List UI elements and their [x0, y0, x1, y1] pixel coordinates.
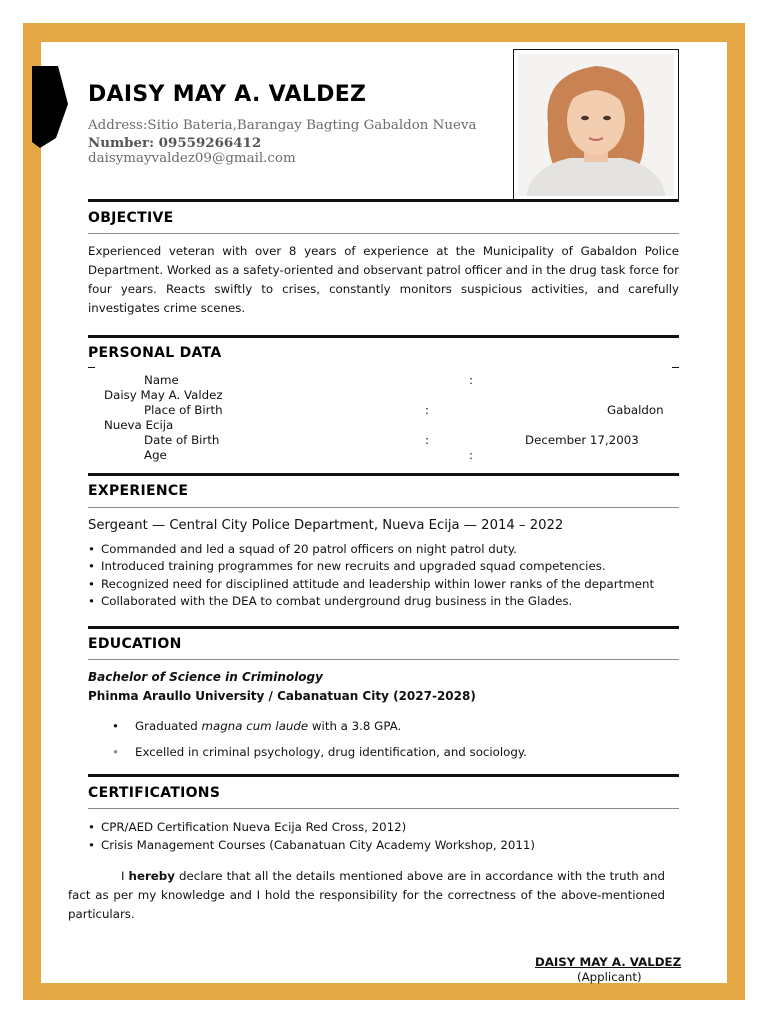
birthplace-colon: :	[425, 403, 429, 417]
section-rule	[88, 199, 679, 202]
phone-number-line: Number: 09559266412	[88, 135, 262, 151]
section-underline	[88, 507, 679, 508]
birthplace-value: Gabaldon	[607, 403, 664, 417]
section-underline	[88, 808, 679, 809]
objective-text: Experienced veteran with over 8 years of experience at the Municipality of Gabaldon Police Department. Worked as a safety-oriented and observant patrol officer and in the drug task force for four years. Reacts swiftly to crises, constantly monitors suspicious activities, and carefully investigates crime scenes.	[88, 244, 679, 315]
dash-mark	[88, 367, 95, 368]
dob-colon: :	[425, 433, 429, 447]
name-colon: :	[469, 373, 473, 387]
age-label: Age	[144, 448, 167, 462]
declaration-text: I hereby declare that all the details mentioned above are in accordance with the truth and fact as per my knowledge and I hold the responsibility for the correctness of the above-mentioned particulars.	[68, 869, 665, 921]
name-value: Daisy May A. Valdez	[104, 388, 223, 402]
profile-photo	[513, 49, 679, 201]
list-item: • Introduced training programmes for new recruits and upgraded squad competencies.	[88, 559, 606, 573]
arrow-marker-icon	[32, 66, 68, 148]
list-item: • Recognized need for disciplined attitude and leadership within lower ranks of the department	[88, 577, 655, 591]
education-heading: EDUCATION	[88, 636, 182, 652]
age-colon: :	[469, 448, 473, 462]
signature-name: DAISY MAY A. VALDEZ	[535, 955, 682, 969]
objective-heading: OBJECTIVE	[88, 210, 174, 226]
applicant-name-heading: DAISY MAY A. VALDEZ	[88, 82, 367, 107]
job-title: Sergeant — Central City Police Department, Nueva Ecija — 2014 – 2022	[88, 518, 564, 533]
birthplace-value-cont: Nueva Ecija	[104, 418, 174, 432]
section-underline	[88, 233, 679, 234]
list-item: • Crisis Management Courses (Cabanatuan City Academy Workshop, 2011)	[88, 838, 536, 852]
degree-title: Bachelor of Science in Criminology	[88, 670, 323, 684]
dash-mark	[672, 367, 679, 368]
signature-role: (Applicant)	[577, 970, 642, 984]
email-line: daisymayvaldez09@gmail.com	[88, 151, 296, 166]
dob-value: December 17,2003	[525, 433, 639, 447]
list-item: • CPR/AED Certification Nueva Ecija Red Cross, 2012)	[88, 820, 407, 834]
personal-data-heading: PERSONAL DATA	[88, 345, 222, 361]
birthplace-label: Place of Birth	[144, 403, 223, 417]
section-rule	[88, 473, 679, 476]
school-line: Phinma Araullo University / Cabanatuan City (2027-2028)	[88, 689, 476, 703]
list-item: • Collaborated with the DEA to combat underground drug business in the Glades.	[88, 594, 573, 608]
list-item: • Excelled in criminal psychology, drug identification, and sociology.	[112, 745, 527, 759]
experience-heading: EXPERIENCE	[88, 483, 189, 499]
certifications-heading: CERTIFICATIONS	[88, 785, 221, 801]
address-line: Address:Sitio Bateria,Barangay Bagting Gabaldon Nueva	[88, 118, 477, 133]
list-item: • Commanded and led a squad of 20 patrol officers on night patrol duty.	[88, 542, 517, 556]
list-item: • Graduated magna cum laude with a 3.8 GPA.	[112, 719, 402, 733]
section-rule	[88, 335, 679, 338]
section-underline	[88, 659, 679, 660]
section-rule	[88, 626, 679, 629]
section-rule	[88, 774, 679, 777]
portrait-image	[518, 54, 674, 196]
name-label: Name	[144, 373, 179, 387]
dob-label: Date of Birth	[144, 433, 220, 447]
